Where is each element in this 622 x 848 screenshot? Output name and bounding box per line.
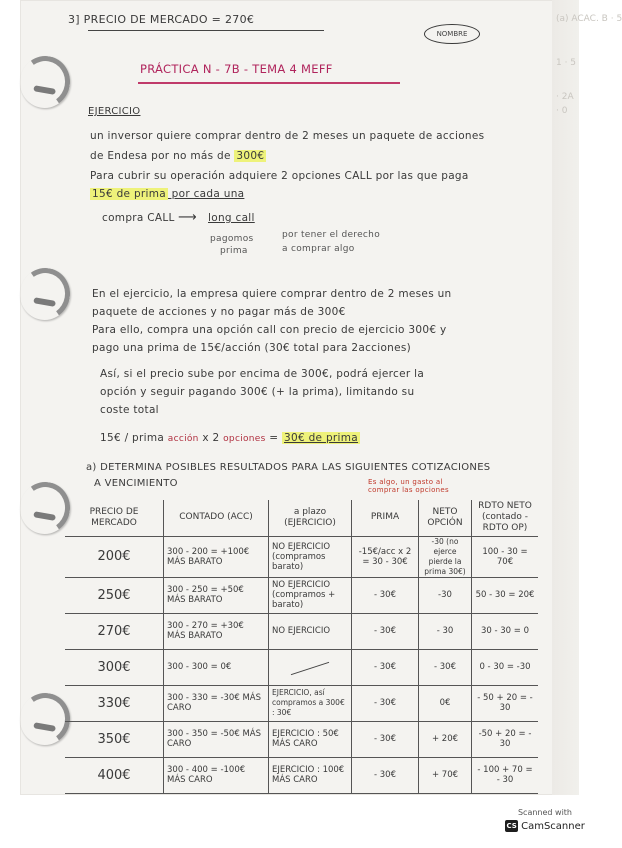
price-cell: 350€ (65, 721, 164, 757)
net-option-cell: - 30 (419, 613, 472, 649)
scanner-logo-row (500, 820, 590, 832)
premium-cell: - 30€ (352, 721, 419, 757)
net-return-cell: -50 + 20 = - 30 (472, 721, 539, 757)
formula-line (100, 432, 360, 444)
formula-part: opciones (223, 434, 266, 444)
net-option-cell: -30 (no ejerce pierde la prima 30€) (419, 536, 472, 577)
formula-result: 30€ de prima (284, 432, 359, 444)
diagram-note: prima (220, 246, 248, 256)
net-return-cell: - 100 + 70 = - 30 (472, 757, 539, 793)
table-header: PRIMA (352, 500, 419, 536)
diagram-note: por tener el derecho (282, 230, 380, 240)
table-row (65, 685, 538, 721)
price-cell: 330€ (65, 685, 164, 721)
net-return-cell: 50 - 30 = 20€ (472, 577, 539, 613)
table-row (65, 536, 538, 577)
bleed-line: 1 · 5 (556, 58, 577, 68)
premium-cell: -15€/acc x 2 = 30 - 30€ (352, 536, 419, 577)
table-row (65, 757, 538, 793)
bleed-line: · 2A (556, 92, 574, 102)
net-return-cell: 30 - 30 = 0 (472, 613, 539, 649)
question-line: A VENCIMIENTO (94, 478, 178, 489)
premium-cell: - 30€ (352, 577, 419, 613)
formula-part: 15€ / prima (100, 432, 168, 444)
table-header-row (65, 500, 538, 536)
camscanner-name: CamScanner (521, 820, 585, 832)
premium-cell: - 30€ (352, 757, 419, 793)
facing-page-edge (552, 0, 622, 795)
page-title: PRÁCTICA N - 7B - TEMA 4 MEFF (140, 62, 333, 76)
net-option-cell: 0€ (419, 685, 472, 721)
price-cell: 400€ (65, 757, 164, 793)
table-header: PRECIO DE MERCADO (65, 500, 164, 536)
net-return-cell: 100 - 30 = 70€ (472, 536, 539, 577)
table-header: CONTADO (ACC) (164, 500, 269, 536)
net-return-cell: 0 - 30 = -30 (472, 649, 539, 685)
notebook-page (20, 0, 622, 795)
highlight-amount: 300€ (236, 150, 265, 162)
table-row (65, 577, 538, 613)
forward-cell: EJERCICIO : 100€ MÁS CARO (269, 757, 352, 793)
cash-cell: 300 - 300 = 0€ (164, 649, 269, 685)
strike-mark (291, 662, 329, 675)
binder-ring (16, 52, 74, 112)
price-cell: 250€ (65, 577, 164, 613)
forward-cell (269, 649, 352, 685)
net-option-cell: + 70€ (419, 757, 472, 793)
statement-line: un inversor quiere comprar dentro de 2 meses un paquete de acciones (90, 130, 485, 142)
cash-cell: 300 - 270 = +30€ MÁS BARATO (164, 613, 269, 649)
formula-part: = (265, 432, 283, 444)
premium-cell: - 30€ (352, 649, 419, 685)
bleed-line: · 0 (556, 106, 568, 116)
forward-cell: EJERCICIO, así compramos a 300€ : 30€ (269, 685, 352, 721)
explanation-line: opción y seguir pagando 300€ (+ la prima), limitando su (100, 386, 415, 398)
diagram-note: a comprar algo (282, 244, 355, 254)
title-underline (138, 82, 400, 84)
explanation-line: coste total (100, 404, 159, 416)
red-annotation: Es algo, un gasto al comprar las opciones (368, 478, 449, 494)
forward-cell: NO EJERCICIO (269, 613, 352, 649)
formula-part: x 2 (198, 432, 224, 444)
price-cell: 270€ (65, 613, 164, 649)
premium-cell: - 30€ (352, 613, 419, 649)
forward-cell: EJERCICIO : 50€ MÁS CARO (269, 721, 352, 757)
camscanner-logo-icon: CS (506, 822, 517, 830)
cash-cell: 300 - 330 = -30€ MÁS CARO (164, 685, 269, 721)
explanation-line: Así, si el precio sube por encima de 300€, podrá ejercer la (100, 368, 425, 380)
explanation-line: Para ello, compra una opción call con precio de ejercicio 300€ y (92, 324, 447, 336)
scanned-with-label: Scanned with (517, 808, 573, 817)
cash-cell: 300 - 200 = +100€ MÁS BARATO (164, 536, 269, 577)
exercise-heading: EJERCICIO (88, 106, 141, 117)
question-line: a) DETERMINA POSIBLES RESULTADOS PARA LAS SIGUIENTES COTIZACIONES (86, 462, 491, 473)
table-row (65, 613, 538, 649)
market-price-heading: 3] PRECIO DE MERCADO = 270€ (68, 13, 255, 26)
diagram-note: pagomos (210, 234, 254, 244)
bleed-line: (a) ACAC. B · 5 (556, 14, 622, 24)
explanation-line: En el ejercicio, la empresa quiere comprar dentro de 2 meses un (92, 288, 452, 300)
results-table (65, 500, 538, 794)
forward-cell: NO EJERCICIO (compramos barato) (269, 536, 352, 577)
net-option-cell: + 20€ (419, 721, 472, 757)
binder-ring (16, 264, 74, 324)
cash-cell: 300 - 350 = -50€ MÁS CARO (164, 721, 269, 757)
table-header: NETO OPCIÓN (419, 500, 472, 536)
price-cell: 200€ (65, 536, 164, 577)
premium-cell: - 30€ (352, 685, 419, 721)
highlight-premium: 15€ de prima (92, 188, 167, 200)
net-option-cell: -30 (419, 577, 472, 613)
table-row (65, 721, 538, 757)
statement-line (90, 150, 266, 162)
net-option-cell: - 30€ (419, 649, 472, 685)
statement-text: por cada una (168, 188, 245, 200)
arrow-icon: ⟶ (178, 210, 197, 225)
camscanner-watermark (500, 808, 590, 840)
table-header: a plazo (EJERCICIO) (269, 500, 352, 536)
name-oval: NOMBRE (424, 24, 480, 44)
table-header: RDTO NETO (contado - RDTO OP) (472, 500, 539, 536)
cash-cell: 300 - 400 = -100€ MÁS CARO (164, 757, 269, 793)
explanation-line: paquete de acciones y no pagar más de 300€ (92, 306, 346, 318)
heading-underline (88, 30, 324, 31)
statement-text: de Endesa por no más de (90, 150, 235, 162)
table-row (65, 649, 538, 685)
forward-cell: NO EJERCICIO (compramos + barato) (269, 577, 352, 613)
explanation-line: pago una prima de 15€/acción (30€ total para 2acciones) (92, 342, 412, 354)
statement-line (90, 188, 244, 200)
statement-line: Para cubrir su operación adquiere 2 opciones CALL por las que paga (90, 170, 469, 182)
diagram-left: compra CALL (102, 212, 175, 224)
cash-cell: 300 - 250 = +50€ MÁS BARATO (164, 577, 269, 613)
price-cell: 300€ (65, 649, 164, 685)
net-return-cell: - 50 + 20 = - 30 (472, 685, 539, 721)
formula-part: acción (167, 434, 199, 444)
diagram-right: long call (208, 212, 255, 224)
